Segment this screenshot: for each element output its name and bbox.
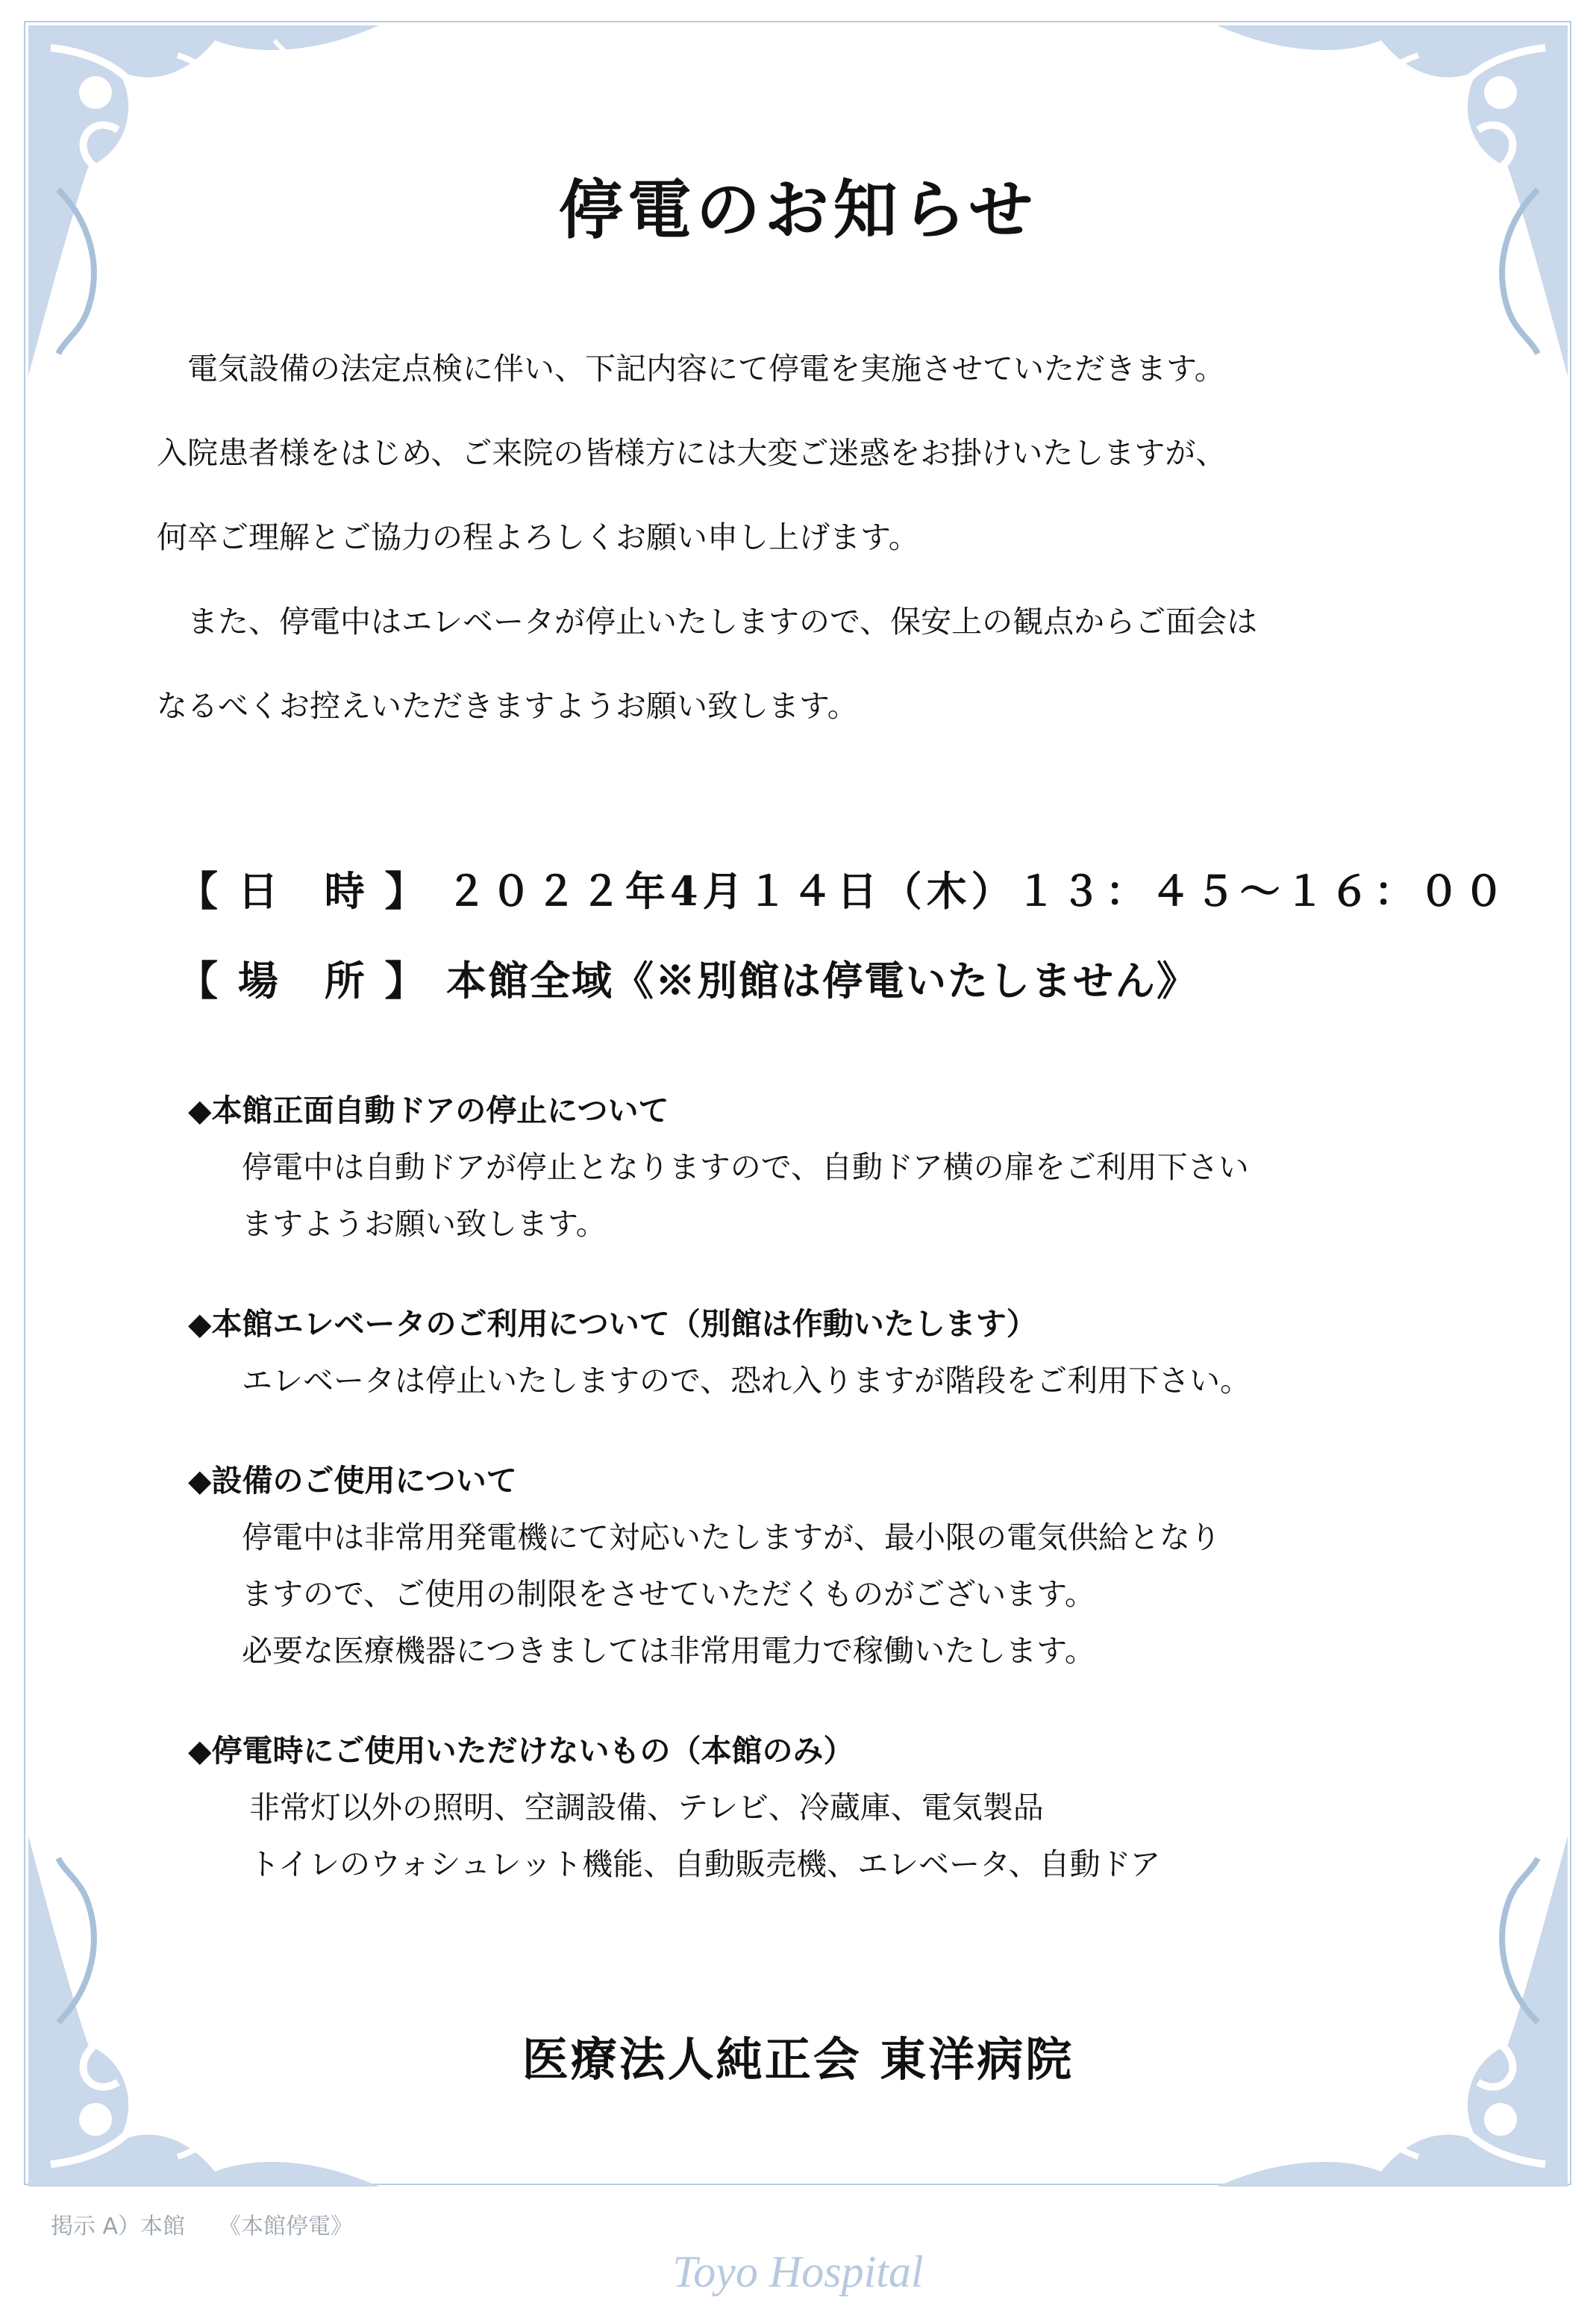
section-line: ますので、ご使用の制限をさせていただくものがございます。 (242, 1576, 1095, 1612)
intro-line: 入院患者様をはじめ、ご来院の皆様方には大変ご迷惑をお掛けいたしますが、 (157, 435, 1227, 471)
hospital-brand-logo: Toyo Hospital (672, 2247, 924, 2296)
section-unavailable-items (188, 1722, 1456, 1893)
section-heading: ◆設備のご使用について (188, 1463, 517, 1499)
section-line: ますようお願い致します。 (242, 1206, 607, 1242)
posting-note: 掲示 A）本館 《本館停電》 (51, 2213, 354, 2240)
organization-name: 医療法人純正会 東洋病院 (522, 2032, 1074, 2087)
notice-title: 停電のお知らせ (558, 172, 1038, 248)
section-equipment (188, 1452, 1456, 1679)
date-label: 【 日 時 】 (178, 866, 428, 915)
details-sections (188, 1082, 1456, 1936)
date-row (178, 843, 1509, 933)
schedule-block (178, 843, 1509, 1022)
section-heading: ◆本館正面自動ドアの停止について (188, 1093, 669, 1128)
section-heading: ◆本館エレベータのご利用について（別館は作動いたします） (188, 1306, 1037, 1342)
section-line: エレベータは停止いたしますので、恐れ入りますが階段をご利用下さい。 (242, 1363, 1251, 1399)
section-heading: ◆停電時にご使用いただけないもの（本館のみ） (188, 1733, 854, 1769)
intro-line: 電気設備の法定点検に伴い、下記内容にて停電を実施させていただきます。 (157, 351, 1225, 387)
section-line: 停電中は自動ドアが停止となりますので、自動ドア横の扉をご利用下さい (242, 1149, 1249, 1185)
place-value: 本館全域《※別館は停電いたしません》 (446, 956, 1198, 1004)
section-entrance-door (188, 1082, 1456, 1252)
section-line: 非常灯以外の照明、空調設備、テレビ、冷蔵庫、電気製品 (249, 1790, 1044, 1825)
intro-paragraph (157, 327, 1470, 749)
intro-line: また、停電中はエレベータが停止いたしますので、保安上の観点からご面会は (157, 604, 1258, 640)
place-label: 【 場 所 】 (178, 956, 428, 1004)
place-row (178, 933, 1509, 1022)
section-line: 停電中は非常用発電機にて対応いたしますが、最小限の電気供給となり (242, 1519, 1221, 1555)
intro-line: なるべくお控えいただきますようお願い致します。 (157, 688, 858, 724)
date-value: ２０２２年4月１４日（木）１３：４５～１６：００ (446, 866, 1509, 915)
section-elevator (188, 1296, 1456, 1409)
section-line: トイレのウォシュレット機能、自動販売機、エレベータ、自動ドア (249, 1846, 1161, 1882)
intro-line: 何卒ご理解とご協力の程よろしくお願い申し上げます。 (157, 519, 919, 555)
section-line: 必要な医療機器につきましては非常用電力で稼働いたします。 (242, 1633, 1095, 1669)
